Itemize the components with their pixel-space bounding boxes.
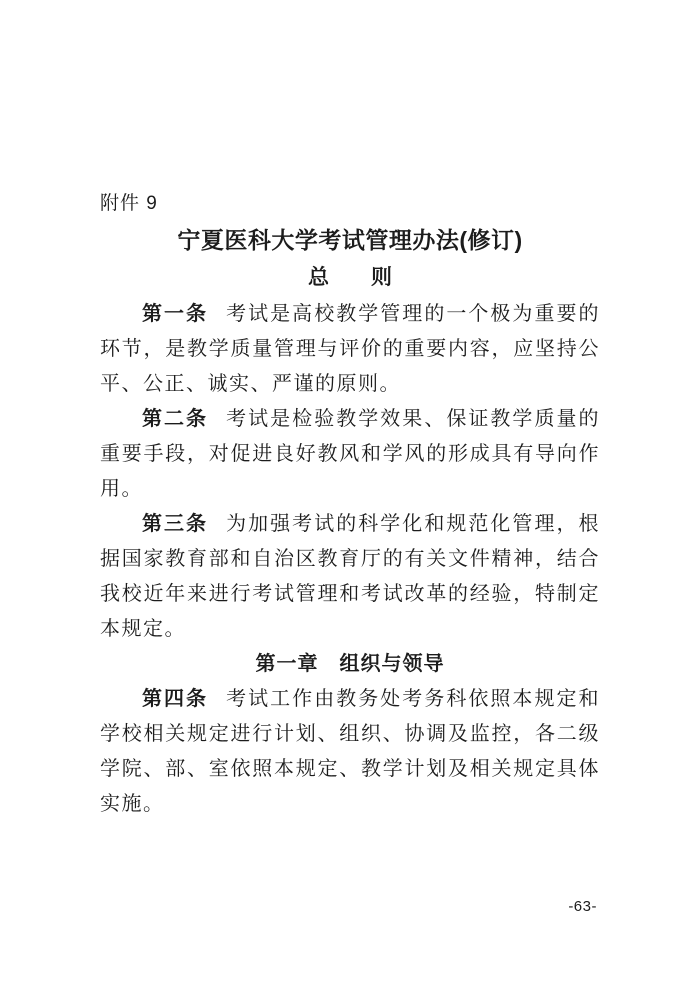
article-3-paragraph <box>100 507 600 647</box>
article-3-label: 第三条 <box>142 513 209 535</box>
page-content <box>100 186 600 822</box>
article-4-label: 第四条 <box>142 688 209 710</box>
article-1-paragraph <box>100 297 600 402</box>
article-2-label: 第二条 <box>142 408 209 430</box>
article-1-label: 第一条 <box>142 303 209 325</box>
article-1-text: 考试是高校教学管理的一个极为重要的环节，是教学质量管理与评价的重要内容，应坚持公平、公正、诚实、严谨的原则。 <box>100 303 601 395</box>
article-2-paragraph <box>100 402 600 507</box>
chapter-1-heading: 第一章 组织与领导 <box>255 653 445 675</box>
attachment-label: 附件 9 <box>100 193 158 214</box>
general-provisions-heading: 总 则 <box>308 266 392 289</box>
document-title: 宁夏医科大学考试管理办法(修订) <box>177 227 523 253</box>
article-3-text: 为加强考试的科学化和规范化管理，根据国家教育部和自治区教育厅的有关文件精神，结合我校近年来进行考试管理和考试改革的经验，特制定本规定。 <box>100 513 601 640</box>
article-2-text: 考试是检验教学效果、保证教学质量的重要手段，对促进良好教风和学风的形成具有导向作用。 <box>100 408 601 500</box>
article-4-text: 考试工作由教务处考务科依照本规定和学校相关规定进行计划、组织、协调及监控，各二级学院、部、室依照本规定、教学计划及相关规定具体实施。 <box>100 688 601 815</box>
page-number: -63- <box>568 898 597 915</box>
article-4-paragraph <box>100 682 600 822</box>
